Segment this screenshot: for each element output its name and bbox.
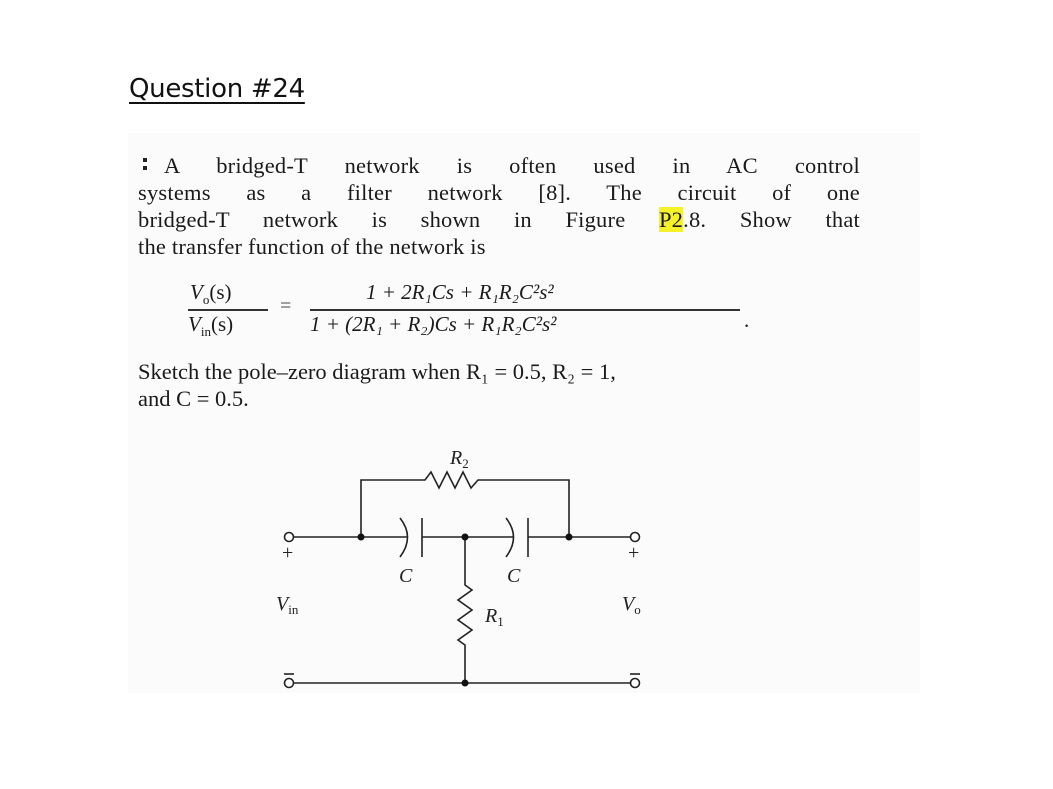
lhs-fraction-bar: [188, 309, 268, 311]
c-right-label: C: [507, 565, 521, 587]
problem-line-4: the transfer function of the network is: [138, 234, 486, 259]
plus-sign-right: +: [628, 542, 640, 564]
node-bottom: [462, 680, 469, 687]
r2-label: $R_2$: [450, 447, 469, 471]
node-center: [462, 534, 469, 541]
vin-label: $V_{in}$: [276, 593, 299, 617]
terminal-vo-minus: [631, 679, 640, 688]
vo-label: $V_o$: [622, 593, 641, 617]
problem-line-3: bridged-T network is shown in Figure P2.8. Show that: [138, 207, 860, 232]
r1-label: $R_1$: [485, 605, 504, 629]
r1-resistor: [458, 537, 472, 683]
equals-sign: =: [280, 295, 292, 317]
rhs-denominator: 1 + (2R₁ + R₂)Cs + R₁R₂C²s²: [310, 312, 557, 336]
c-left-label: C: [399, 565, 413, 587]
node-right: [566, 534, 573, 541]
rhs-numerator: 1 + 2R₁Cs + R₁R₂C²s²: [366, 280, 554, 304]
sketch-instruction: [138, 358, 868, 412]
lhs-numerator: $V_o(s)$: [190, 280, 232, 308]
equation-period: .: [744, 308, 750, 332]
plus-sign-left: +: [282, 542, 294, 564]
problem-statement: [138, 152, 860, 260]
bridged-t-circuit-diagram: [250, 440, 670, 700]
sketch-line-1: Sketch the pole–zero diagram when R₁ = 0.5, R₂ = 1,: [138, 359, 616, 384]
rhs-fraction-bar: [310, 309, 740, 311]
problem-line-2: systems as a filter network [8]. The circuit of one: [138, 180, 860, 205]
lhs-denominator: $V_{in}(s)$: [188, 312, 234, 340]
problem-line-1: A bridged-T network is often used in AC control: [164, 153, 860, 178]
figure-ref-highlight: P2: [658, 207, 684, 232]
slide-title: Question #24: [129, 74, 305, 104]
sketch-line-2: and C = 0.5.: [138, 386, 249, 411]
r2-resistor: [361, 472, 569, 537]
terminal-vin-minus: [285, 679, 294, 688]
terminal-vin-plus: [285, 533, 294, 542]
node-left: [358, 534, 365, 541]
terminal-vo-plus: [631, 533, 640, 542]
